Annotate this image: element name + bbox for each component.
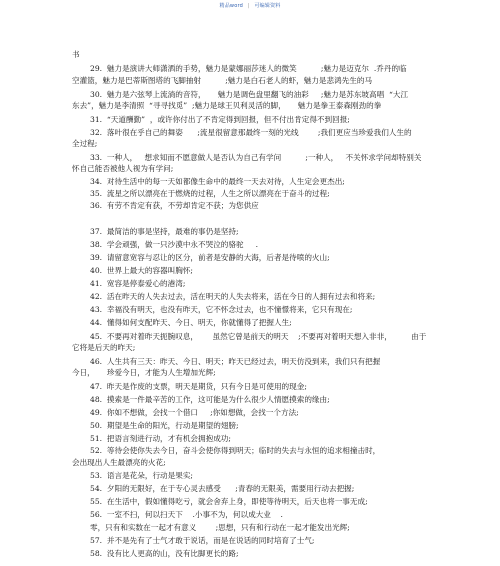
text-line: 36. 有劳不肯定有获，不劳却肯定不获；为您供应 (90, 201, 259, 210)
text-line: 41. 宽容是停泰爱心的港湾; (90, 279, 186, 288)
text-line: 书 (72, 50, 80, 59)
text-line: 45. 不要再对着昨天扼腕叹息， 虽然它曾是前天的明天 ;不要再对着明天想入非非， 由于 (90, 332, 427, 341)
header-left-text: 精品word (219, 3, 243, 9)
text-line: 54. 夕阳的无限好，在于专心灵去感受 ;青春的无限美，需要用行动去把握; (90, 484, 355, 493)
text-line: 东去”，魅力是李清照 “寻寻找觅” ;魅力是球王贝利灵活的脚， 魅力是拳王泰森刚劲的拳 (72, 101, 382, 110)
text-line: 44. 懂得如何支配昨天、今日、明天，你就懂得了把握人生; (90, 318, 292, 327)
text-line: 50. 期望是生命的阳光，行动是期望的翅膀; (90, 421, 239, 430)
text-line: 29. 魅力是演讲大师潇洒的手势，魅力是蒙娜丽莎迷人的微笑 ;魅力是迈克尔 .乔丹的临 (90, 64, 407, 73)
text-line: 51. 把语言刻进行动，才有机会拥抱成功; (90, 434, 231, 443)
text-line: 53. 语言是花朵，行动是果实; (90, 471, 193, 480)
text-line: 52. 等待会使你失去今日，奋斗会使你得到明天；临时的失去与永恒的追求相撞击时， (90, 446, 381, 455)
text-line: 38. 学会顽强，做一只沙漠中永不哭泣的骆驼 . (90, 240, 259, 249)
page-header (0, 2, 500, 9)
text-line: 33. 一种人， 想求知而不愿意做人是否认为自己有学问 ;一种人， 不关怀求学问却特别关 (90, 153, 422, 162)
header-separator: | (247, 3, 250, 9)
text-line: 40. 世界上最大的容器叫胸怀; (90, 266, 193, 275)
text-line: 48. 摸索是一件最辛苦的工作，这可能是为什么很少人情愿摸索的缘由; (90, 395, 330, 404)
text-line: 全过程; (72, 139, 98, 148)
text-line: 32. 落叶很在乎自己的舞姿 ;流星很留意那最终一刻的光线 ;我们更应当珍爱我们人生的 (90, 128, 412, 137)
text-line: 56. 一室不扫，何以扫天下 .小事不为，何以成大业 . (90, 510, 283, 519)
header-right-text: 可编辑资料 (254, 3, 281, 9)
text-line: 31. “天道酬勤” ，或许你付出了不肯定得到回报，但不付出肯定得不到回报; (90, 115, 350, 124)
text-line: 55. 在生活中，假如懂得吃亏，就会舍弃上身，即使等待明天，后天也将一事无成; (90, 497, 368, 506)
text-line: 47. 昨天是作废的支票，明天是期货，只有今日是可使用的现金; (90, 382, 307, 391)
text-line: 35. 流星之所以漂亮在于燃烧的过程，人生之所以漂亮在于奋斗的过程; (90, 189, 330, 198)
text-line: 30. 魅力是六弦琴上流淌的音符， 魅力是调色盘里翻飞的油彩 ;魅力是苏东坡高唱 “大江 (90, 90, 409, 99)
text-line: 42. 活在昨天的人失去过去，活在明天的人失去将来，活在今日的人拥有过去和将来; (90, 292, 376, 301)
text-line: 今日， 珍爱今日，才能为人生增加光辉; (72, 368, 216, 377)
text-line: 46. 人生共有三天：昨天、今日、明天；昨天已经过去，明天仿没到来，我们只有把握 (90, 357, 381, 366)
text-line: 空灌篮，魅力是巴蒂斯图塔的飞脚抽射 ;魅力是白石老人的虾，魅力是悲鸿先生的马 (72, 76, 373, 85)
text-line: 58. 没有比人更高的山，没有比脚更长的路; (90, 549, 239, 558)
text-line: 37. 最简洁的事是坚持，最难的事仍是坚持; (90, 227, 239, 236)
text-line: 39. 请留意宽容与忍让的区分，前者是安静的大海，后者是待喷的火山; (90, 253, 330, 262)
text-line: 34. 对待生活中的每一天如都像生命中的最终一天去对待，人生定会更杰出; (90, 177, 345, 186)
text-line: 会出现出人生最漂亮的火花; (72, 458, 166, 467)
text-line: 怀自己能否被他人视为有学问; (72, 164, 174, 173)
text-line: 它将是后天的昨天; (72, 343, 136, 352)
text-line: 49. 你如不想做，会找一个借口 ;你如想做，会找一个方法; (90, 408, 299, 417)
text-line: 57. 并不是先有了士气才敢于说话，而是在说话的同时培育了士气; (90, 536, 315, 545)
text-line: 43. 幸福没有明天，也没有昨天，它不怀念过去，也不憧憬将来，它只有现在; (90, 305, 353, 314)
text-line: 零，只有和实数在一起才有意义 ;思想，只有和行动在一起才能发出光辉; (90, 523, 350, 532)
